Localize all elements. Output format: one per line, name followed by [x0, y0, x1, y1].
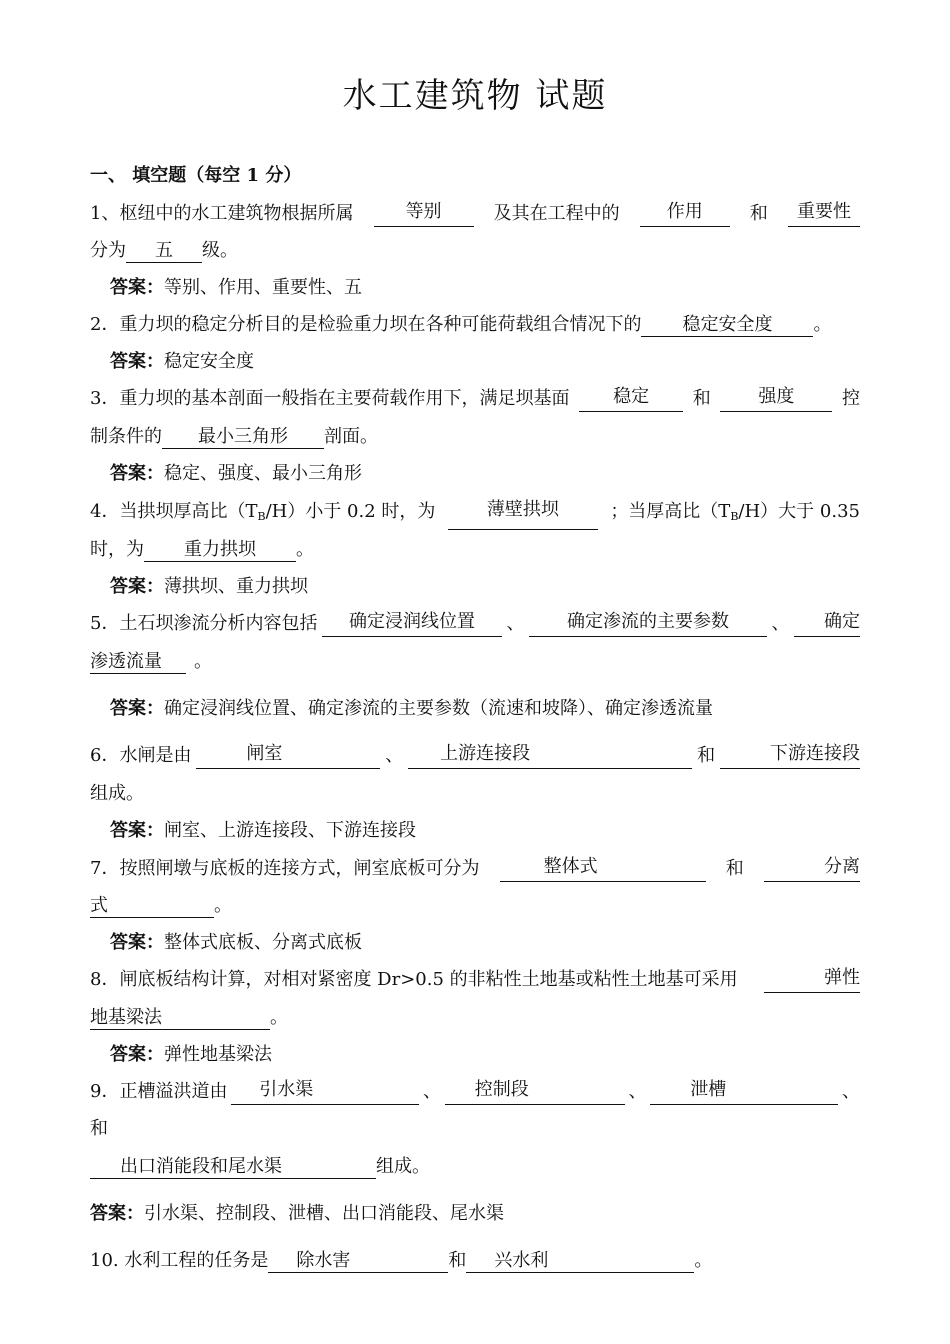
answer-2: 答案：稳定安全度 [110, 351, 254, 372]
question-8-line-2: 地基梁法 。 [90, 1007, 288, 1028]
blank-answer: 上游连接段 [408, 743, 692, 769]
blank-answer: 稳定安全度 [641, 314, 813, 337]
blank-answer: 稳定 [579, 386, 683, 412]
answer-label: 答案： [110, 576, 164, 597]
blank-answer: 分离 [764, 856, 860, 882]
blank-answer: 确定 [794, 611, 860, 637]
question-9-line-2: 和 [90, 1118, 108, 1139]
question-2-line-1: 2．重力坝的稳定分析目的是检验重力坝在各种可能荷载组合情况下的 稳定安全度 。 [90, 314, 832, 335]
answer-6: 答案：闸室、上游连接段、下游连接段 [110, 820, 416, 841]
answer-label: 答案： [90, 1203, 144, 1224]
blank-answer: 闸室 [196, 743, 380, 769]
answer-5: 答案：确定浸润线位置、确定渗流的主要参数（流速和坡降）、确定渗透流量 [110, 698, 713, 719]
answer-label: 答案： [110, 463, 164, 484]
answer-1: 答案：等别、作用、重要性、五 [110, 277, 362, 298]
blank-answer: 重力拱坝 [144, 539, 296, 562]
blank-answer: 等别 [374, 201, 474, 227]
question-5-line-2: 渗透流量 。 [90, 651, 212, 672]
blank-answer: 兴水利 [466, 1250, 694, 1273]
blank-answer: 确定渗流的主要参数 [529, 611, 767, 637]
question-9-line-1: 9．正槽溢洪道由 引水渠 、 控制段 、 泄槽 、 [90, 1079, 860, 1105]
blank-answer: 泄槽 [650, 1079, 838, 1105]
question-6-line-2: 组成。 [90, 783, 144, 804]
blank-answer: 渗透流量 [90, 651, 186, 674]
question-4-line-2: 时，为 重力拱坝 。 [90, 539, 314, 560]
answer-label: 答案： [110, 1044, 164, 1065]
answer-8: 答案：弹性地基梁法 [110, 1044, 272, 1065]
answer-label: 答案： [110, 277, 164, 298]
answer-9: 答案：引水渠、控制段、泄槽、出口消能段、尾水渠 [90, 1203, 504, 1224]
answer-3: 答案：稳定、强度、最小三角形 [110, 463, 362, 484]
question-1-line-1: 1、枢纽中的水工建筑物根据所属 等别 及其在工程中的 作用 和 重要性 [90, 201, 860, 227]
question-8-line-1: 8．闸底板结构计算，对相对紧密度 Dr>0.5 的非粘性土地基或粘性土地基可采用 弹性 [90, 967, 860, 993]
blank-answer: 引水渠 [231, 1079, 419, 1105]
blank-answer: 出口消能段和尾水渠 [90, 1156, 376, 1179]
section-heading: 一、 填空题（每空 1 分） [90, 165, 302, 186]
question-3-line-1: 3．重力坝的基本剖面一般指在主要荷载作用下，满足坝基面 稳定 和 强度 控 [90, 386, 860, 412]
blank-answer: 作用 [640, 201, 730, 227]
question-6-line-1: 6．水闸是由 闸室 、 上游连接段 和 下游连接段 [90, 743, 860, 769]
blank-answer: 重要性 [788, 201, 860, 227]
answer-4: 答案：薄拱坝、重力拱坝 [110, 576, 308, 597]
blank-answer: 确定浸润线位置 [322, 611, 502, 637]
blank-answer: 强度 [720, 386, 832, 412]
question-7-line-1: 7．按照闸墩与底板的连接方式，闸室底板可分为 整体式 和 分离 [90, 856, 860, 882]
blank-answer: 薄壁拱坝 [448, 499, 598, 530]
blank-answer: 式 [90, 895, 214, 918]
question-5-line-1: 5．土石坝渗流分析内容包括 确定浸润线位置 、 确定渗流的主要参数 、 确定 [90, 611, 860, 637]
document-title: 水工建筑物 试题 [342, 76, 608, 116]
answer-7: 答案：整体式底板、分离式底板 [110, 932, 362, 953]
question-1-line-2: 分为 五 级。 [90, 240, 238, 261]
question-4-line-1: 4．当拱坝厚高比$(T_B/H)$小于 0.2 时，为 薄壁拱坝 ；当厚高比$(T_B/H)$大于 0.35 [90, 499, 860, 530]
question-10-line-1: 10. 水利工程的任务是 除水害 和 兴水利 。 [90, 1250, 713, 1271]
blank-answer: 整体式 [500, 856, 706, 882]
question-3-line-2: 制条件的 最小三角形 剖面。 [90, 426, 378, 447]
blank-answer: 地基梁法 [90, 1007, 270, 1030]
question-9-line-3: 出口消能段和尾水渠 组成。 [90, 1154, 860, 1180]
answer-label: 答案： [110, 351, 164, 372]
blank-answer: 五 [126, 240, 202, 263]
question-7-line-2: 式 。 [90, 895, 232, 916]
answer-label: 答案： [110, 820, 164, 841]
blank-answer: 下游连接段 [720, 743, 860, 769]
blank-answer: 弹性 [764, 967, 860, 993]
blank-answer: 除水害 [268, 1250, 448, 1273]
answer-label: 答案： [110, 698, 164, 719]
answer-label: 答案： [110, 932, 164, 953]
blank-answer: 控制段 [445, 1079, 625, 1105]
blank-answer: 最小三角形 [162, 426, 324, 449]
